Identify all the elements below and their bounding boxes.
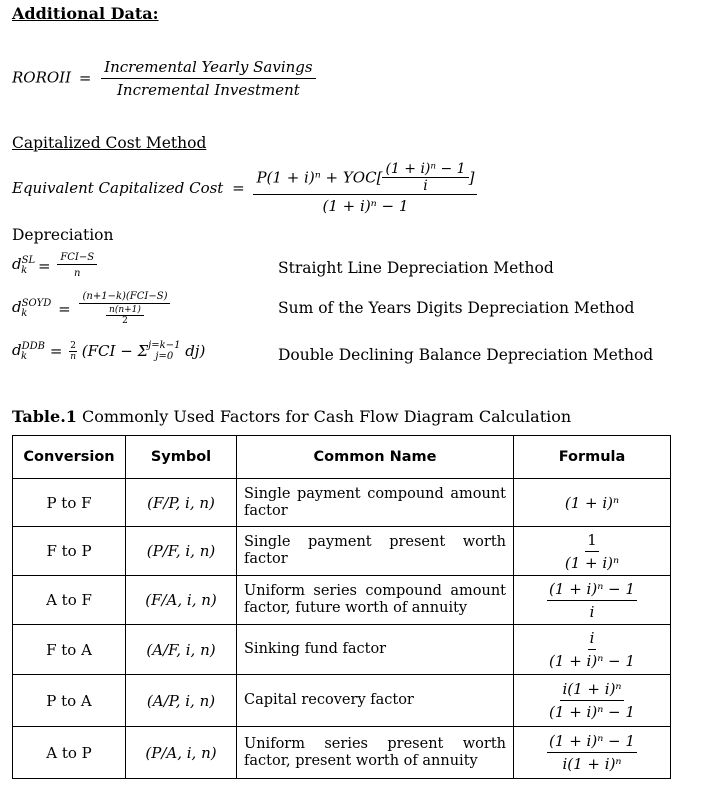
capitalized-numerator [253,161,477,195]
cell-conversion: F to A [13,625,126,675]
capitalized-formula [12,161,477,215]
page-title: Additional Data: [12,4,159,23]
sl-sub: k [21,265,28,276]
capitalized-heading: Capitalized Cost Method [12,134,207,152]
soyd-sup: SOYD [21,298,52,309]
formula-denominator: (1 + i)ⁿ − 1 [549,652,635,670]
cell-common-name: Capital recovery factor [237,675,514,727]
formula-expression: (1 + i)ⁿ [564,493,620,512]
header-formula: Formula [514,436,671,479]
sl-numerator: FCI−S [57,252,97,265]
formula-numerator: 1 [585,531,599,552]
formula-numerator: i(1 + i)ⁿ [560,680,623,701]
formula-numerator: i [588,629,597,650]
cell-symbol: (F/A, i, n) [126,576,237,625]
cell-symbol: (A/P, i, n) [126,675,237,727]
ddb-sup: DDB [21,340,45,352]
soyd-den-den: 2 [122,316,128,326]
formula-denominator: i(1 + i)ⁿ [562,755,622,773]
table-caption [12,407,571,426]
capitalized-eq: = [232,179,245,197]
cell-formula [514,727,671,779]
cell-conversion: P to F [13,479,126,527]
table-header-row [13,436,671,479]
table-row [13,576,671,625]
capitalized-inner-num: (1 + i)ⁿ − 1 [382,161,468,178]
soyd-formula: $d^{SOYD}_k$ = $\frac{\text{(n+1−k)(FCI−S)}}{\frac{n(n+1)}{2}}$ [12,291,170,326]
cell-common-name: Single payment compound amount factor [237,479,514,527]
capitalized-lhs: Equivalent Capitalized Cost [12,179,224,197]
cell-conversion: A to P [13,727,126,779]
ddb-formula: $d^{DDB}_k$ = $\frac{2}{n}$ (FCI − Σ j=k−1 j=0 dj) [12,340,206,362]
header-common-name: Common Name [237,436,514,479]
formula-denominator: i [589,602,595,621]
formula-denominator: (1 + i)ⁿ [564,553,620,572]
soyd-den-num: n(n+1) [106,305,144,316]
cell-formula [514,625,671,675]
table-row [13,727,671,779]
roroii-formula [12,58,316,99]
header-conversion: Conversion [13,436,126,479]
table-row [13,479,671,527]
soyd-symbol: d [12,298,22,316]
soyd-description: Sum of the Years Digits Depreciation Method [278,299,635,317]
ddb-symbol: d [12,340,22,359]
cell-common-name: Single payment present worth factor [237,527,514,576]
table-row [13,675,671,727]
sl-sup: SL [21,255,36,266]
sl-formula: $d^{SL}_k$ = $\frac{\text{FCI−S}}{n}$ [12,252,97,279]
ddb-sum-sub: j=0 [155,351,174,362]
cell-formula [514,675,671,727]
factors-table [12,435,671,779]
sl-description: Straight Line Depreciation Method [278,259,554,277]
ddb-description: Double Declining Balance Depreciation Method [278,346,654,364]
cell-conversion: P to A [13,675,126,727]
roroii-eq: = [78,68,92,87]
sl-denominator: n [73,268,81,279]
soyd-numerator: (n+1−k)(FCI−S) [79,291,170,304]
formula-numerator: (1 + i)ⁿ − 1 [547,580,637,601]
header-symbol: Symbol [126,436,237,479]
ddb-body: (FCI − Σ [81,342,149,360]
ddb-coef-den: n [70,351,76,362]
table-row [13,625,671,675]
roroii-lhs: ROROII [12,68,72,87]
cell-conversion: F to P [13,527,126,576]
cell-symbol: (A/F, i, n) [126,625,237,675]
ddb-sum-sup: j=k−1 [148,340,181,351]
formula-denominator: (1 + i)ⁿ − 1 [549,703,635,721]
cell-formula [514,479,671,527]
cell-common-name: Uniform series compound amount factor, future worth of annuity [237,576,514,625]
sl-symbol: d [12,255,22,273]
cell-formula [514,527,671,576]
cell-common-name: Uniform series present worth factor, present worth of annuity [237,727,514,779]
cell-symbol: (P/A, i, n) [126,727,237,779]
roroii-numerator: Incremental Yearly Savings [101,58,315,79]
capitalized-inner-den: i [423,178,428,194]
ddb-sub: k [21,350,28,362]
soyd-sub: k [21,308,28,319]
table-row [13,527,671,576]
formula-numerator: (1 + i)ⁿ − 1 [547,732,637,753]
capitalized-denominator: (1 + i)ⁿ − 1 [322,197,409,215]
roroii-denominator: Incremental Investment [117,81,300,99]
cell-formula [514,576,671,625]
depreciation-heading: Depreciation [12,226,114,244]
table-caption-label: Table.1 [12,407,77,426]
ddb-coef-num: 2 [70,340,76,351]
cell-symbol: (P/F, i, n) [126,527,237,576]
cell-conversion: A to F [13,576,126,625]
table-caption-text: Commonly Used Factors for Cash Flow Diagram Calculation [76,407,572,426]
capitalized-num-main: P(1 + i)ⁿ + YOC[ [256,168,383,187]
cell-symbol: (F/P, i, n) [126,479,237,527]
cell-common-name: Sinking fund factor [237,625,514,675]
capitalized-num-close: ] [468,168,475,187]
ddb-tail: dj) [180,342,206,360]
